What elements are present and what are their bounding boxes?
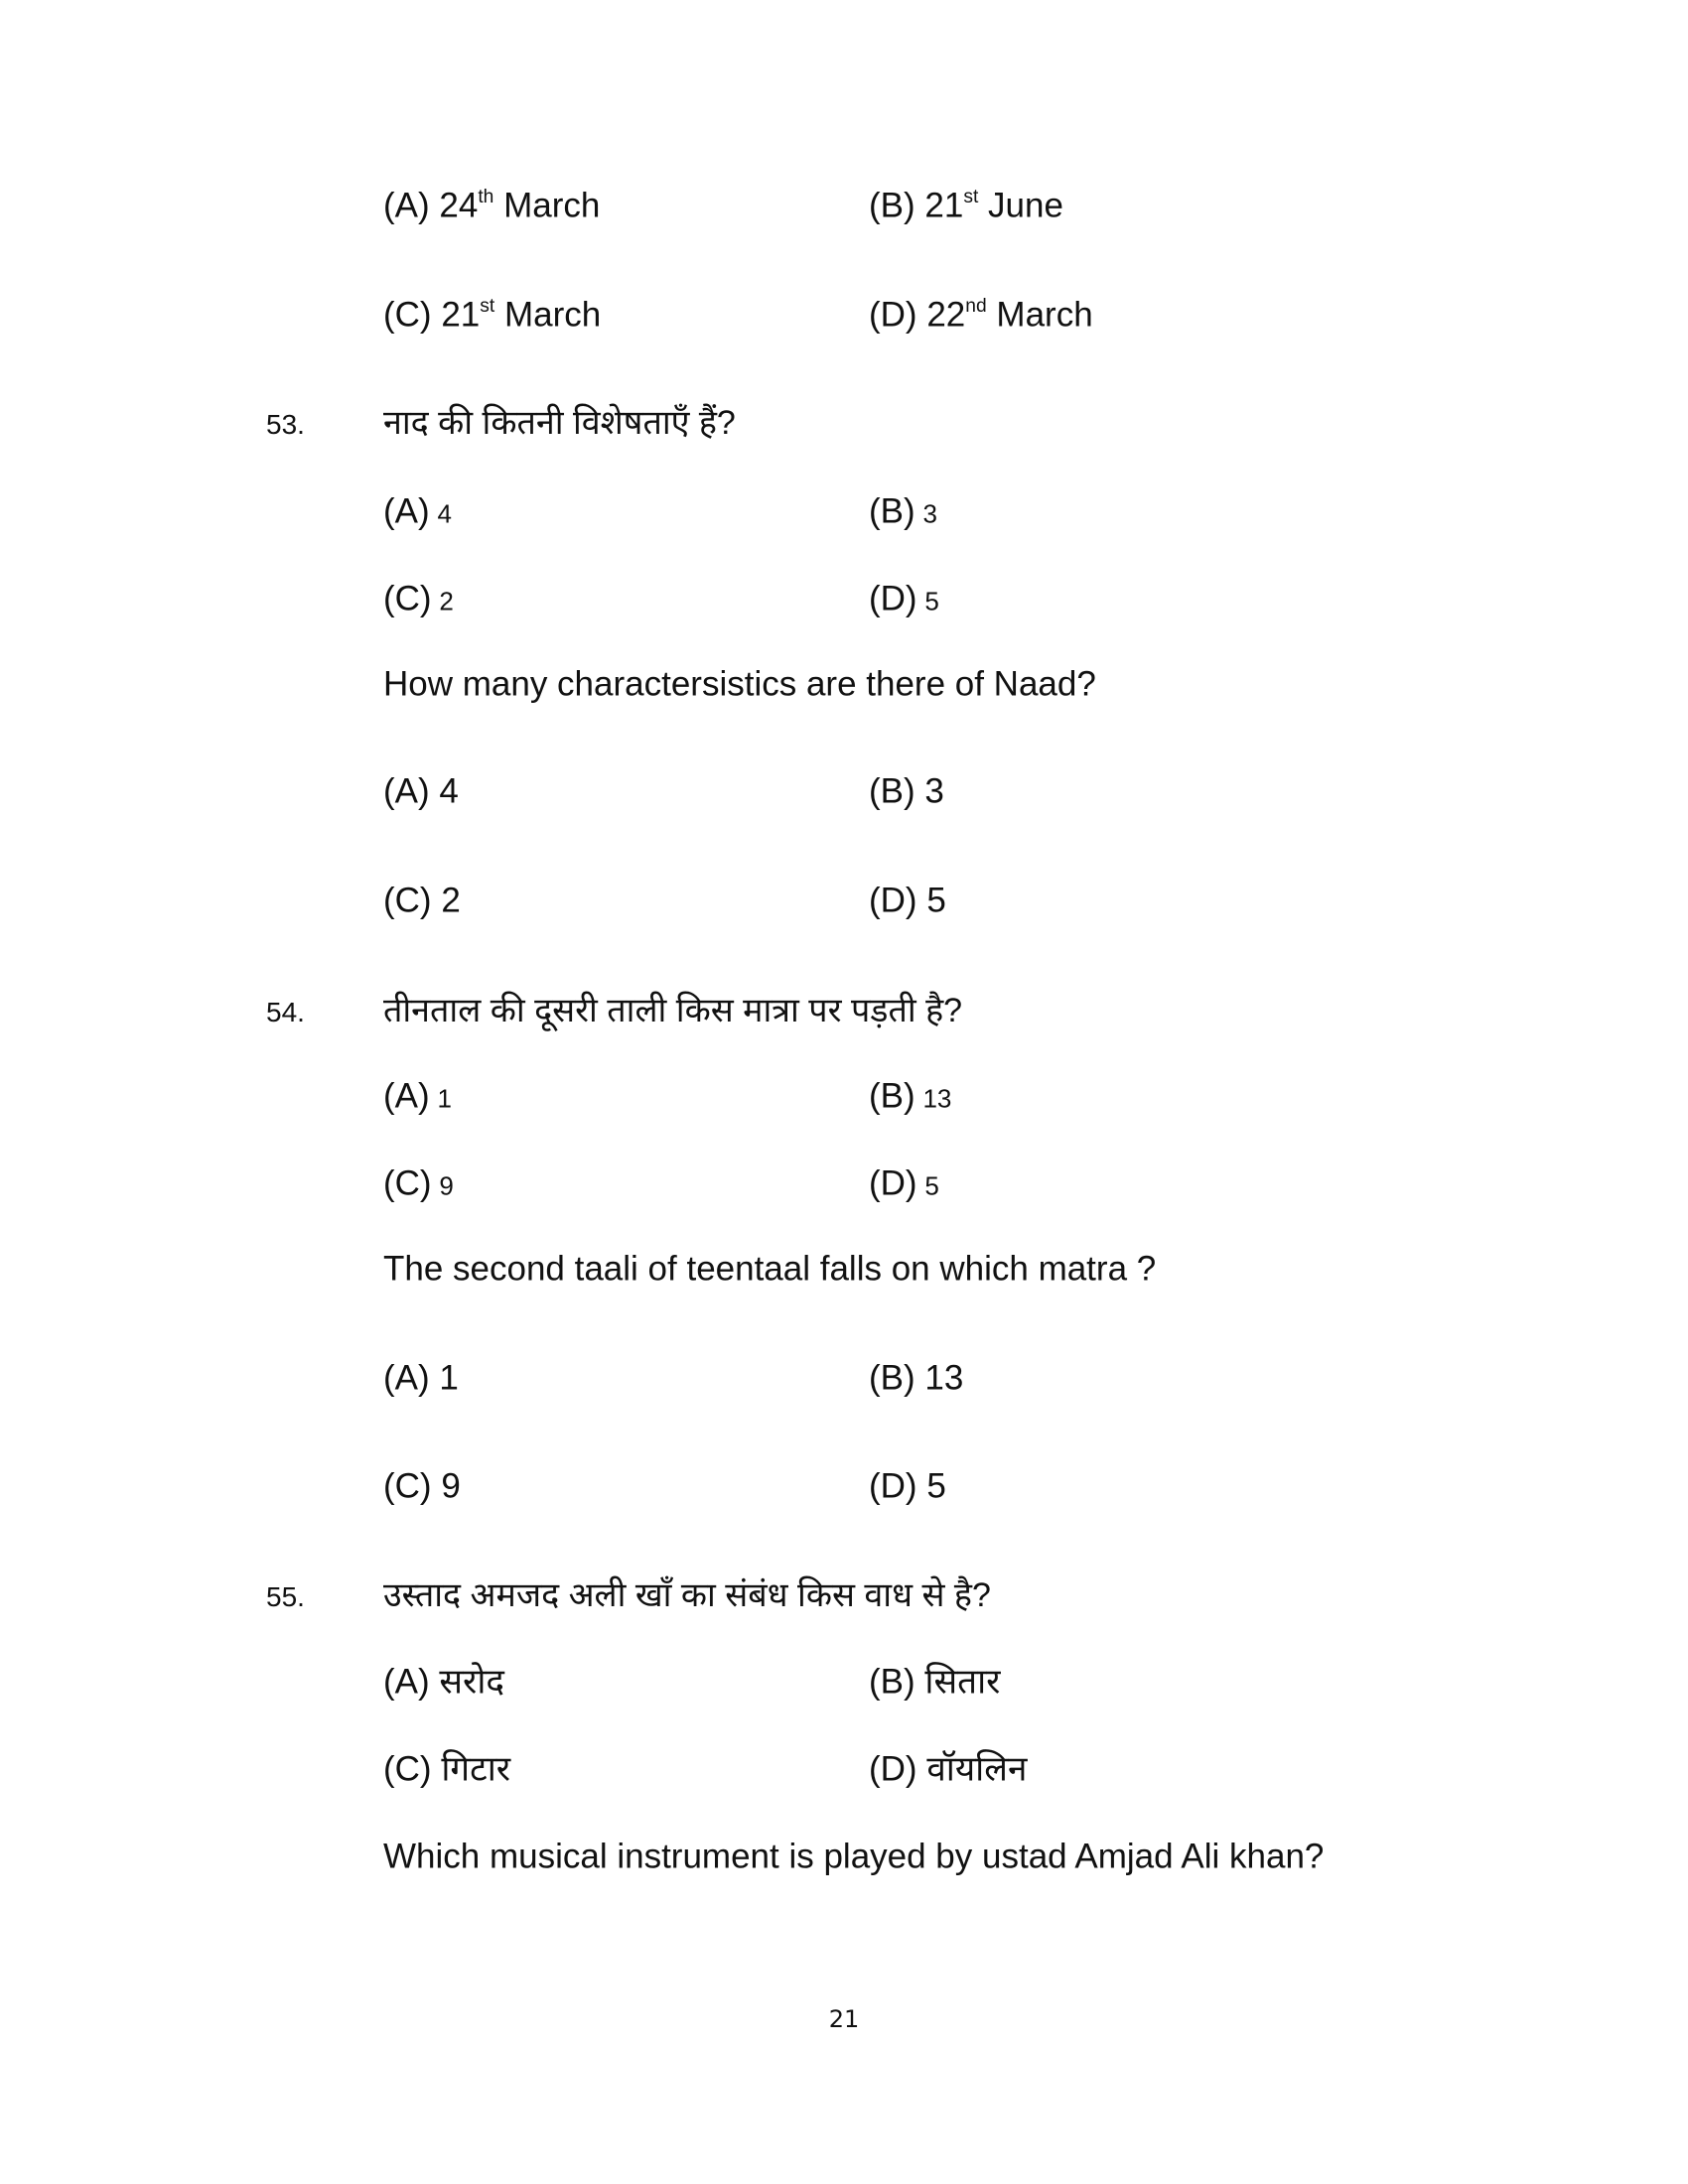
option-letter: (A) <box>383 186 430 225</box>
option-letter: (D) <box>869 579 917 618</box>
q53-number: 53. <box>266 409 305 440</box>
q55-hindi-option-c <box>383 1749 511 1789</box>
q54-hindi-option-d <box>869 1163 939 1203</box>
option-letter: (C) <box>383 881 432 920</box>
q55-hindi-question: उस्ताद अमजद अली खाँ का संबंध किस वाध से है? <box>383 1576 991 1614</box>
option-value: 5 <box>926 881 946 920</box>
q54-number: 54. <box>266 997 305 1027</box>
q53-english-option-a <box>383 771 459 811</box>
q55-english-question: Which musical instrument is played by ustad Amjad Ali khan? <box>383 1837 1325 1876</box>
option-day: 24 <box>439 186 479 225</box>
option-letter: (D) <box>869 1466 917 1506</box>
option-value: 3 <box>924 771 944 811</box>
option-letter: (C) <box>383 1163 432 1203</box>
option-value: 5 <box>926 1466 946 1506</box>
q52-option-c <box>383 295 602 335</box>
q55-hindi-option-a <box>383 1662 505 1702</box>
option-letter: (D) <box>869 1749 917 1789</box>
option-day: 21 <box>441 295 481 335</box>
option-letter: (B) <box>869 491 915 531</box>
option-day: 21 <box>924 186 964 225</box>
option-value: वॉयलिन <box>926 1749 1028 1789</box>
option-day: 22 <box>926 295 966 335</box>
q54-hindi-option-c <box>383 1163 454 1203</box>
option-value: सरोद <box>439 1662 505 1702</box>
option-letter: (C) <box>383 1466 432 1506</box>
option-value: 9 <box>439 1170 454 1201</box>
q52-option-a <box>383 186 601 225</box>
q54-english-option-b <box>869 1358 964 1398</box>
option-value: 4 <box>439 771 459 811</box>
option-value: 1 <box>437 1083 452 1114</box>
q53-english-question: How many charactersistics are there of Naad? <box>383 664 1096 704</box>
q54-english-question: The second taali of teentaal falls on which matra ? <box>383 1249 1157 1289</box>
q54-english-option-d <box>869 1466 946 1506</box>
page-number: 21 <box>828 2005 860 2033</box>
q55-number: 55. <box>266 1581 305 1612</box>
option-value: 5 <box>924 586 939 616</box>
q53-hindi-option-a <box>383 491 452 531</box>
option-letter: (B) <box>869 1076 915 1116</box>
option-letter: (A) <box>383 1358 430 1398</box>
option-letter: (D) <box>869 881 917 920</box>
option-value: 9 <box>441 1466 461 1506</box>
option-letter: (A) <box>383 1662 430 1702</box>
q55-hindi-option-d <box>869 1749 1028 1789</box>
option-letter: (B) <box>869 186 915 225</box>
option-month: March <box>503 186 601 225</box>
option-letter: (C) <box>383 1749 432 1789</box>
q54-english-option-c <box>383 1466 461 1506</box>
option-letter: (A) <box>383 1076 430 1116</box>
q54-hindi-option-b <box>869 1076 952 1116</box>
q52-option-b <box>869 186 1063 225</box>
option-month: June <box>988 186 1063 225</box>
q53-english-option-b <box>869 771 944 811</box>
q54-hindi-question: तीनताल की दूसरी ताली किस मात्रा पर पड़ती है? <box>383 992 963 1029</box>
option-month: March <box>503 295 602 335</box>
q52-option-d <box>869 295 1093 335</box>
option-value: 2 <box>439 586 454 616</box>
option-value: 2 <box>441 881 461 920</box>
option-letter: (C) <box>383 295 432 335</box>
option-suffix: nd <box>965 296 987 318</box>
q53-hindi-option-c <box>383 579 454 618</box>
option-value: गिटार <box>441 1749 511 1789</box>
option-letter: (D) <box>869 295 917 335</box>
option-letter: (A) <box>383 491 430 531</box>
option-value: 3 <box>922 498 937 529</box>
q54-english-option-a <box>383 1358 459 1398</box>
option-value: 13 <box>924 1358 964 1398</box>
q53-hindi-option-d <box>869 579 939 618</box>
option-value: 13 <box>922 1083 952 1114</box>
option-value: 4 <box>437 498 452 529</box>
option-letter: (C) <box>383 579 432 618</box>
option-letter: (B) <box>869 1358 915 1398</box>
option-letter: (A) <box>383 771 430 811</box>
option-letter: (B) <box>869 771 915 811</box>
option-value: 5 <box>924 1170 939 1201</box>
q53-hindi-option-b <box>869 491 937 531</box>
q53-english-option-c <box>383 881 461 920</box>
option-letter: (D) <box>869 1163 917 1203</box>
q55-hindi-option-b <box>869 1662 1001 1702</box>
option-suffix: th <box>478 187 494 208</box>
option-month: March <box>996 295 1093 335</box>
q53-hindi-question: नाद की कितनी विशेषताएँ हैं? <box>383 404 736 442</box>
q53-english-option-d <box>869 881 946 920</box>
option-letter: (B) <box>869 1662 915 1702</box>
option-suffix: st <box>963 187 979 208</box>
option-value: सितार <box>924 1662 1001 1702</box>
option-value: 1 <box>439 1358 459 1398</box>
q54-hindi-option-a <box>383 1076 452 1116</box>
option-suffix: st <box>480 296 495 318</box>
